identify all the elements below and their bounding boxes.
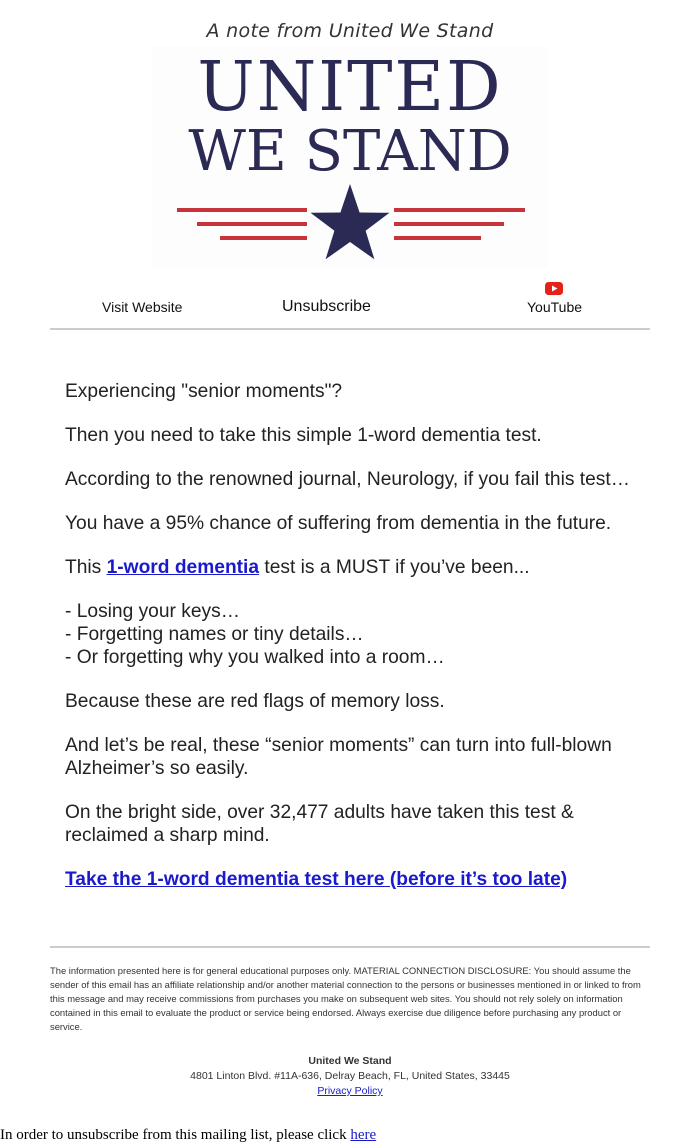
cta-paragraph — [65, 868, 635, 891]
divider — [50, 946, 650, 948]
logo-text-we-stand: WE STAND — [188, 119, 512, 184]
body-paragraph: Because these are red flags of memory loss. — [65, 691, 445, 712]
body-paragraph — [65, 556, 635, 579]
body-paragraph: Then you need to take this simple 1-word dementia test. — [65, 425, 542, 446]
united-we-stand-logo — [152, 46, 548, 268]
visit-website-link[interactable]: Visit Website — [102, 299, 183, 315]
unsubscribe-here-link[interactable]: here — [350, 1127, 377, 1143]
logo-stripe — [197, 222, 307, 226]
body-text-fragment: This — [65, 557, 107, 578]
list-item: - Losing your keys… — [65, 601, 240, 622]
email-body — [65, 380, 635, 912]
footer-org-name: United We Stand — [308, 1055, 392, 1067]
mailing-list-unsubscribe-notice — [0, 1127, 376, 1144]
youtube-play-icon[interactable] — [545, 282, 563, 295]
body-paragraph: You have a 95% chance of suffering from dementia in the future. — [65, 513, 612, 534]
footer — [50, 1054, 650, 1099]
logo-text-united: UNITED — [197, 48, 503, 127]
unsubscribe-notice-text: In order to unsubscribe from this mailing list, please click — [0, 1127, 351, 1143]
list-item: - Forgetting names or tiny details… — [65, 624, 364, 645]
logo-stripe — [394, 208, 525, 212]
star-icon — [311, 184, 390, 259]
dementia-test-link[interactable]: 1-word dementia — [106, 557, 260, 578]
unsubscribe-link[interactable]: Unsubscribe — [282, 298, 371, 315]
star-stripes-emblem — [152, 46, 548, 268]
email-nav-bar — [50, 280, 650, 330]
body-paragraph: According to the renowned journal, Neurology, if you fail this test… — [65, 469, 630, 490]
tagline: A note from United We Stand — [206, 20, 494, 42]
youtube-link[interactable]: YouTube — [527, 299, 583, 315]
list-item: - Or forgetting why you walked into a room… — [65, 647, 445, 668]
body-paragraph: And let’s be real, these “senior moments” can turn into full-blown Alzheimer’s so easily. — [65, 735, 612, 779]
footer-address: 4801 Linton Blvd. #11A-636, Delray Beach, FL, United States, 33445 — [190, 1070, 510, 1082]
logo-stripe — [220, 236, 307, 240]
logo-stripe — [394, 222, 504, 226]
body-paragraph: On the bright side, over 32,477 adults have taken this test & reclaimed a sharp mind. — [65, 802, 574, 846]
body-text-fragment: test is a MUST if you’ve been... — [259, 557, 530, 578]
symptom-list — [65, 600, 635, 669]
material-connection-disclosure: The information presented here is for general educational purposes only. MATERIAL CONNECTION DISCLOSURE: You should assume the sender of this email has an affiliate relationship and/or another material connection to the persons or businesses mentioned in or linked to from this message and may receive commissions from purchases you make on subsequent web sites. You should not rely solely on information contained in this email to evaluate the product or service being endorsed. Always exercise due diligence before purchasing any product or service. — [50, 965, 641, 1032]
logo-stripe — [177, 208, 307, 212]
body-paragraph: Experiencing "senior moments"? — [65, 381, 343, 402]
take-test-cta-link[interactable]: Take the 1-word dementia test here (before it’s too late) — [65, 869, 568, 890]
privacy-policy-link[interactable]: Privacy Policy — [317, 1085, 383, 1097]
logo-stripe — [394, 236, 481, 240]
